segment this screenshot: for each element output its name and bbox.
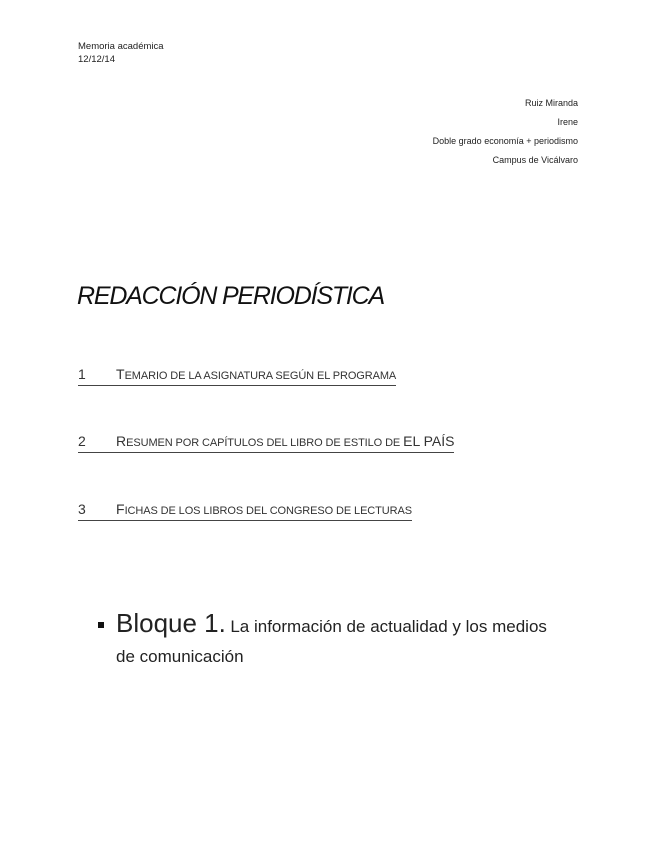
toc-entry-label: EMARIO DE LA ASIGNATURA SEGÚN EL PROGRAMA [124,370,397,382]
author-surname: Ruiz Miranda [524,98,578,108]
bullet-text [116,608,566,672]
toc-entry-tail: EL PAÍS [403,433,455,449]
toc-entry-label: ICHAS DE LOS LIBROS DEL CONGRESO DE LECTURAS [124,505,412,517]
toc-entry-label: ESUMEN POR CAPÍTULOS DEL LIBRO DE ESTILO DE [126,437,404,449]
document-date: 12/12/14 [78,54,115,65]
document-title: REDACCIÓN PERIODÍSTICA [77,282,384,310]
toc-entry-1[interactable] [78,366,396,386]
toc-entry-number: 3 [78,501,86,517]
toc-entry-3[interactable] [78,501,412,521]
toc-entry-initial: R [116,433,127,449]
square-bullet-icon [98,622,104,628]
toc-entry-initial: T [116,366,125,382]
toc-entry-number: 2 [78,433,86,449]
author-campus: Campus de Vicálvaro [492,155,578,165]
document-type: Memoria académica [78,41,164,52]
toc-entry-initial: F [116,501,125,517]
toc-entry-number: 1 [78,366,86,382]
author-degree: Doble grado economía + periodismo [432,136,578,146]
author-block [433,94,578,170]
document-meta [78,40,164,66]
author-name: Irene [557,117,578,127]
toc-entry-2[interactable] [78,433,454,453]
bullet-body: La información de actualidad y los medios de comunicación [116,617,547,666]
bullet-heading: Bloque 1. [116,608,226,638]
